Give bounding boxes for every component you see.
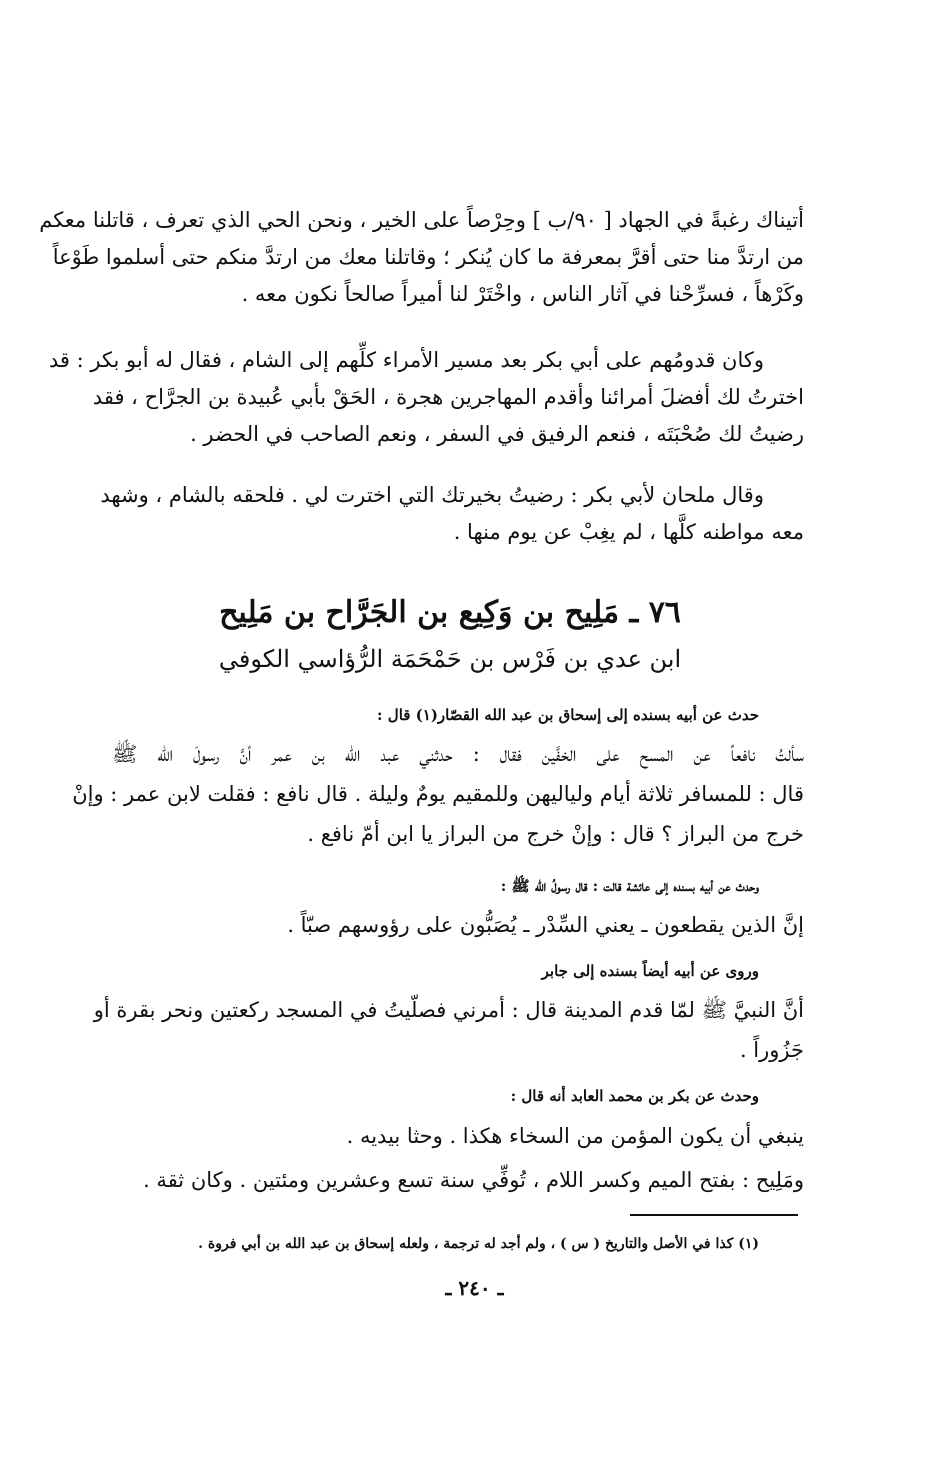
isnad-line: وحدث عن بكر بن محمد العابد أنه قال : — [510, 1087, 759, 1105]
paragraph-line: اخترتُ لك أفضلَ أمرائنا وأقدم المهاجرين هجرة ، الحَقْ بأبي عُبيدة بن الجرَّاح ، فقد — [92, 385, 804, 409]
paragraph-3 — [100, 477, 804, 551]
isnad-line: حدث عن أبيه بسنده إلى إسحاق بن عبد الله القصّار(١) قال : — [377, 706, 759, 724]
paragraph-2 — [48, 342, 804, 453]
paragraph-line: وكَرْهاً ، فسرِّحْنا في آثار الناس ، واخْتَرْ لنا أميراً صالحاً نكون معه . — [241, 282, 804, 306]
biography-subtitle: ابن عدي بن فَرْس بن حَمْحَمَة الرُّؤاسي الكوفي — [218, 645, 682, 673]
paragraph-line: من ارتدَّ منا حتى أقرَّ بمعرفة ما كان يُنكر ؛ وقاتلنا معك من ارتدَّ منكم حتى أسلموا طَوْعاً — [52, 245, 804, 269]
hadith-line: ينبغي أن يكون المؤمن من السخاء هكذا . وحثا بيديه . — [346, 1124, 804, 1148]
page-number: ـ ٢٤٠ ـ — [445, 1276, 504, 1300]
hadith-line: خرج من البراز ؟ قال : وإنْ خرج من البراز يا ابن أمّ نافع . — [307, 822, 804, 846]
hadith-text — [72, 734, 804, 854]
isnad-line: وحدث عن أبيه بسنده إلى عائشة قالت : قال رسولُ الله ﷺ : — [500, 877, 759, 895]
paragraph-line: وقال ملحان لأبي بكر : رضيتُ بخيرتك التي اخترت لي . فلحقه بالشام ، وشهد — [100, 483, 764, 507]
hadith-text — [112, 1116, 804, 1156]
isnad-line: وروى عن أبيه أيضاً بسنده إلى جابر — [541, 962, 759, 980]
hadith-text — [112, 905, 804, 945]
hadith-text — [93, 990, 804, 1070]
paragraph-line: معه مواطنه كلَّها ، لم يغِبْ عن يوم منها . — [453, 520, 804, 544]
closing-note — [112, 1160, 804, 1200]
paragraph-line: وكان قدومُهم على أبي بكر بعد مسير الأمراء كلِّهم إلى الشام ، فقال له أبو بكر : قد — [48, 348, 764, 372]
footnote: (١) كذا في الأصل والتاريخ ( س ) ، ولم أجد له ترجمة ، ولعله إسحاق بن عبد الله بن أبي فروة . — [198, 1236, 759, 1252]
paragraph-1 — [39, 202, 804, 313]
paragraph-line: رضيتُ لك صُحْبَتَه ، فنعم الرفيق في السفر ، ونعم الصاحب في الحضر . — [190, 422, 804, 446]
paragraph-line: أتيناك رغبةً في الجهاد [ ٩٠/ب ] وحِرْصاً على الخير ، ونحن الحي الذي تعرف ، قاتلنا معكم — [39, 208, 804, 232]
hadith-line: قال : للمسافر ثلاثة أيام ولياليهن وللمقيم يومٌ وليلة . قال نافع : فقلت لابن عمر : وإنْ — [72, 782, 804, 806]
hadith-line: جَزُوراً . — [739, 1038, 804, 1062]
footnote-divider — [630, 1214, 798, 1216]
hadith-line: إنَّ الذين يقطعون ـ يعني السِّدْر ـ يُصَبُّون على رؤوسهم صبّاً . — [287, 913, 804, 937]
hadith-line: سألتُ نافعاً عن المسح على الخفَّين فقال : حدثني عبد الله بن عمر أنَّ رسولَ الله ﷺ — [112, 742, 804, 766]
biography-title: ٧٦ ـ مَلِيح بن وَكِيع بن الجَرَّاح بن مَلِيح — [219, 595, 681, 630]
closing-line: ومَلِيح : بفتح الميم وكسر اللام ، تُوفِّي سنة تسع وعشرين ومئتين . وكان ثقة . — [143, 1168, 804, 1192]
hadith-line: أنَّ النبيَّ ﷺ لمّا قدم المدينة قال : أمرني فصلّيتُ في المسجد ركعتين ونحر بقرة أو — [93, 998, 804, 1022]
